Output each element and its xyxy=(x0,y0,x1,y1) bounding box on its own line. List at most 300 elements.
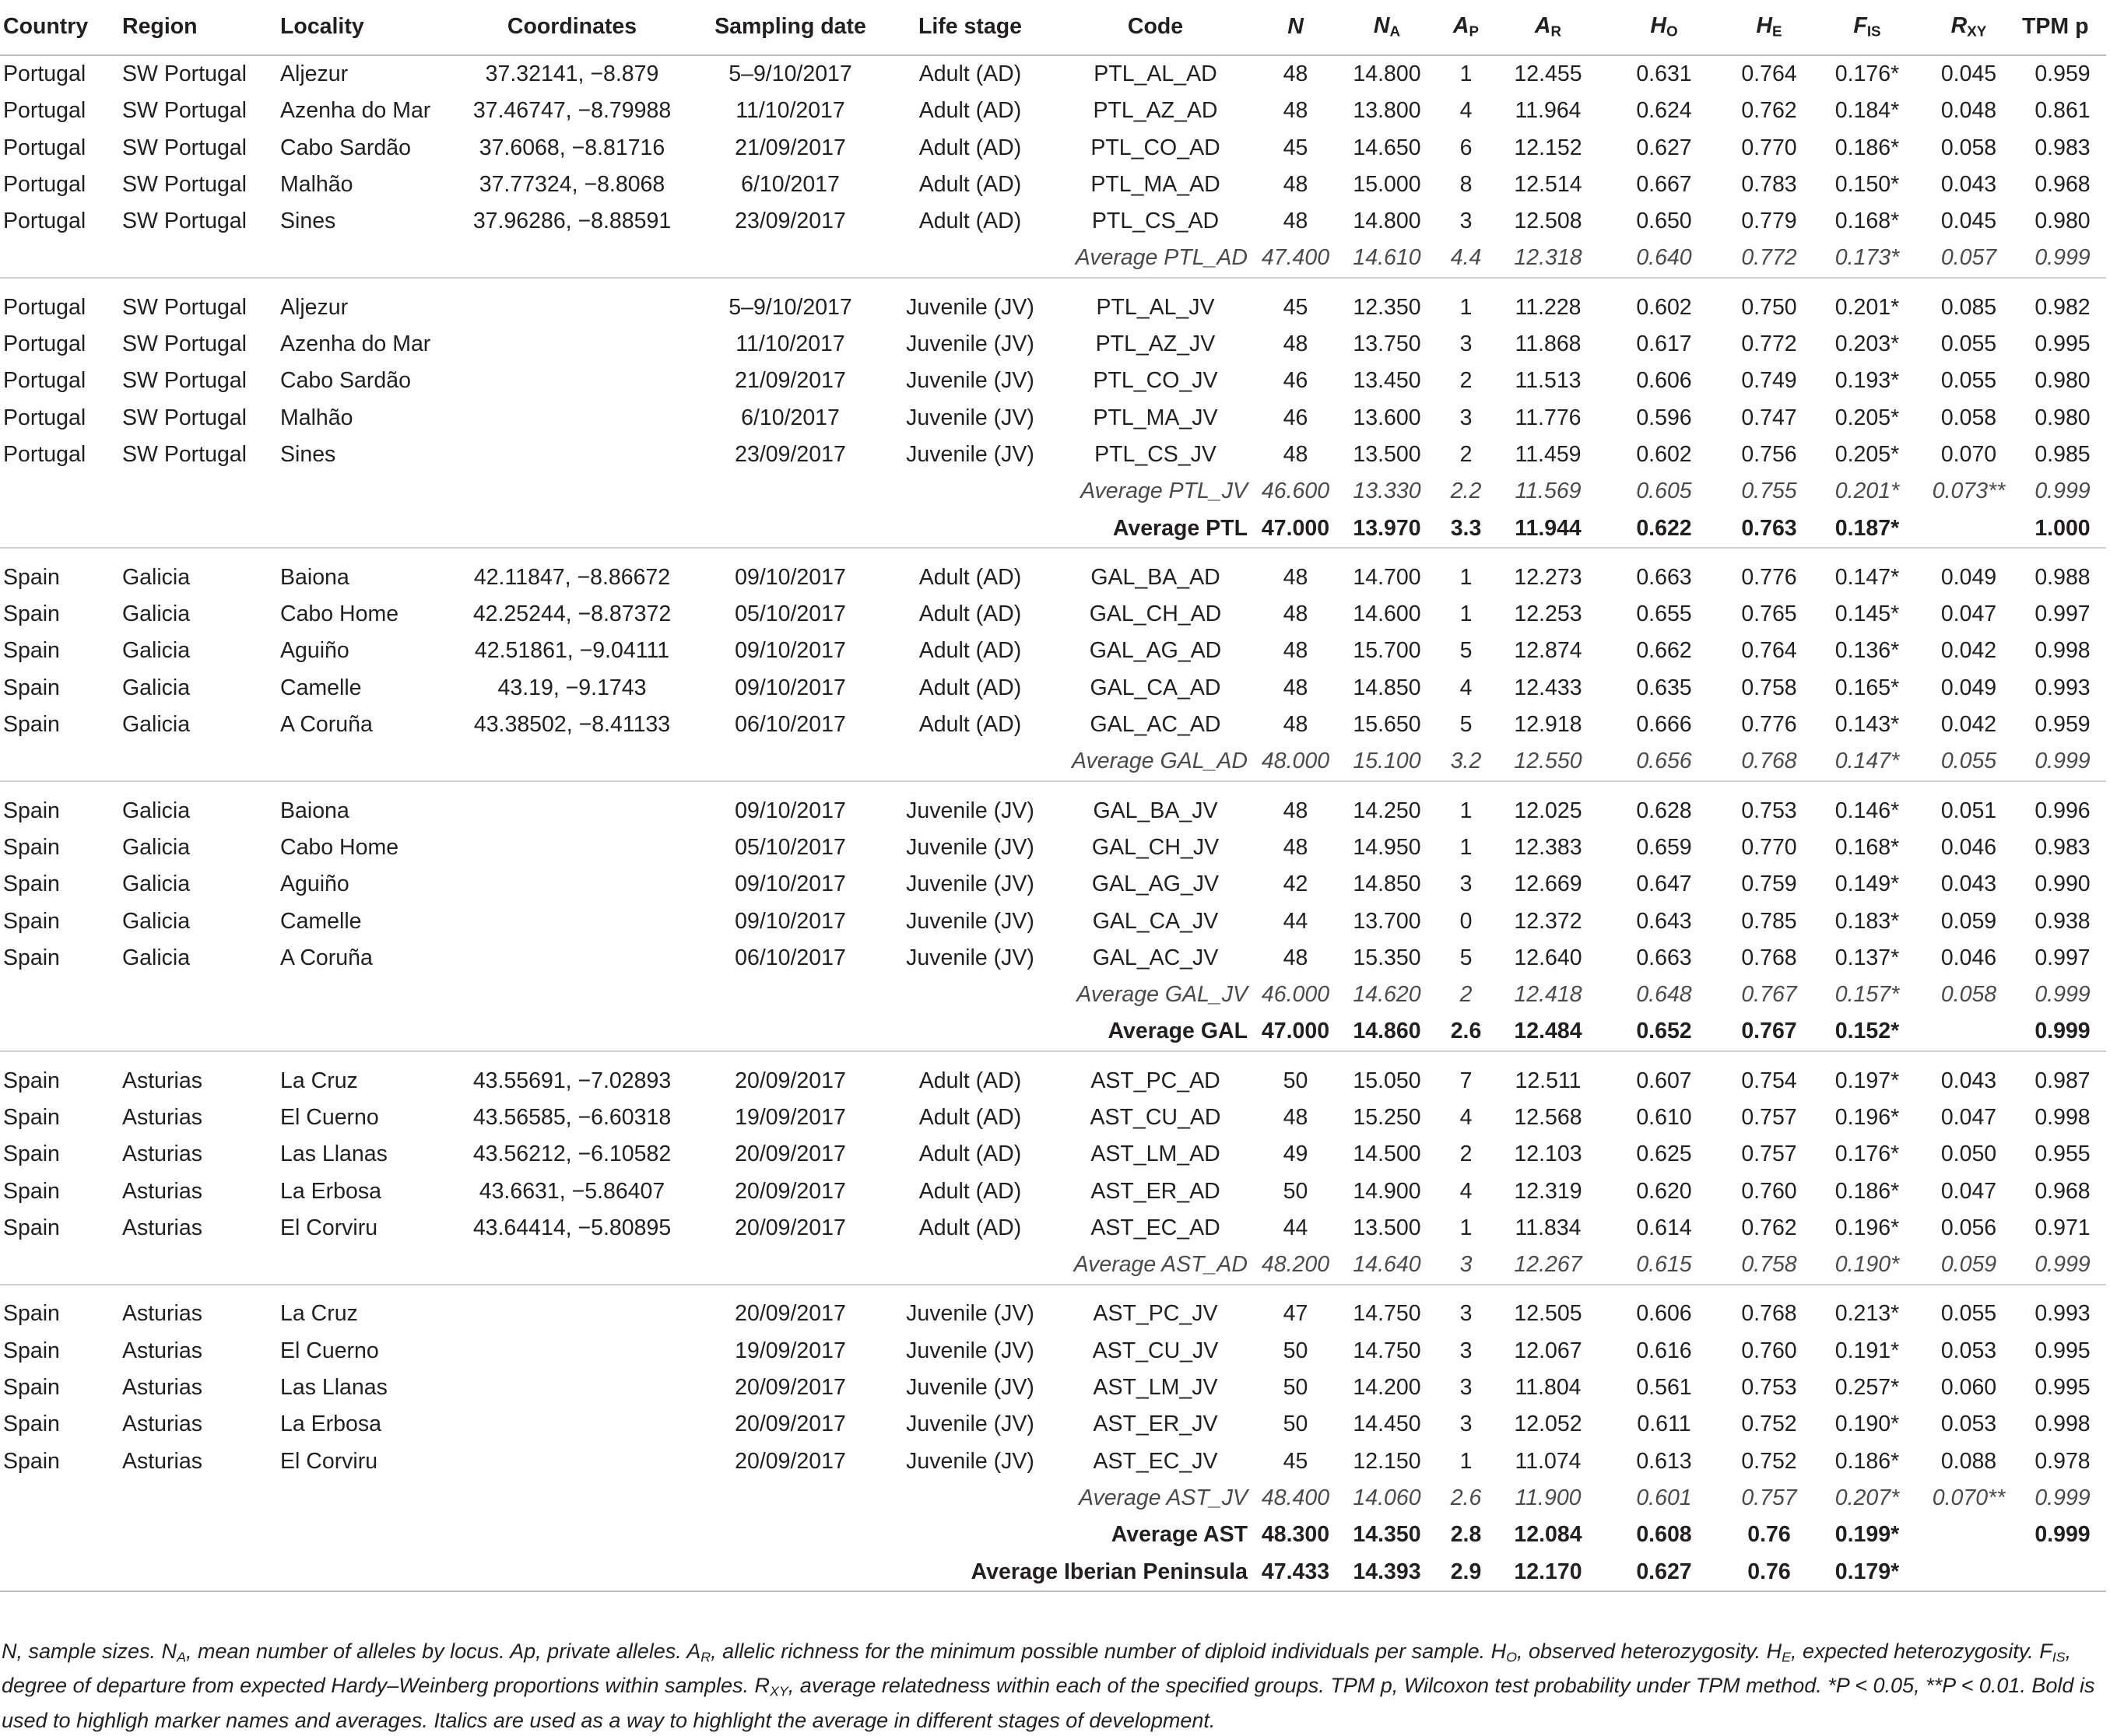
cell-rxy: 0.055 xyxy=(1940,331,1997,357)
cell-rxy: 0.042 xyxy=(1940,638,1997,664)
cell-rxy: 0.057 xyxy=(1940,245,1997,271)
cell-fis: 0.196* xyxy=(1834,1215,1900,1240)
cell-ap: 4 xyxy=(1459,98,1473,124)
summary-row xyxy=(0,1517,2106,1553)
cell-ap: 6 xyxy=(1459,135,1473,160)
cell-ar: 11.074 xyxy=(1515,1448,1582,1474)
cell-rxy: 0.088 xyxy=(1940,1448,1997,1474)
cell-country: Spain xyxy=(3,1178,60,1204)
cell-rxy: 0.070 xyxy=(1940,441,1997,467)
cell-region: SW Portugal xyxy=(122,441,247,467)
header-he-main: H xyxy=(1756,13,1773,39)
cell-ar: 12.372 xyxy=(1514,908,1582,934)
summary-row xyxy=(0,1013,2106,1050)
cell-tpm: 0.995 xyxy=(2035,1375,2091,1401)
cell-ho: 0.663 xyxy=(1636,945,1692,970)
cell-locality: Baiona xyxy=(280,564,349,590)
cell-ho: 0.655 xyxy=(1636,601,1692,627)
cell-na: 15.000 xyxy=(1353,171,1421,197)
divider-line xyxy=(0,1051,2106,1063)
cell-coordinates xyxy=(451,1296,693,1333)
summary-row xyxy=(0,510,2106,548)
cell-country: Portugal xyxy=(3,171,86,197)
group-divider xyxy=(0,781,2106,793)
header-code: Code xyxy=(1052,0,1259,55)
cell-he: 0.754 xyxy=(1741,1068,1797,1093)
cell-ap: 2 xyxy=(1459,1142,1473,1167)
cell-rxy xyxy=(1919,510,2019,548)
cell-locality: Las Llanas xyxy=(280,1142,388,1167)
cell-he: 0.779 xyxy=(1741,209,1797,234)
table-row xyxy=(0,1443,2106,1480)
cell-stage: Adult (AD) xyxy=(918,675,1022,700)
cell-tpm: 0.985 xyxy=(2035,441,2091,467)
header-coordinates: Coordinates xyxy=(451,0,693,55)
cell-ho: 0.620 xyxy=(1636,1178,1692,1204)
cell-coordinates: 42.25244, −8.87372 xyxy=(472,601,672,627)
footnote-sub-2: R xyxy=(700,1649,711,1665)
cell-n: 48 xyxy=(1283,675,1308,700)
cell-region: SW Portugal xyxy=(122,171,247,197)
cell-region: Galicia xyxy=(122,872,191,897)
table-row xyxy=(0,903,2106,940)
cell-date: 23/09/2017 xyxy=(735,441,846,467)
cell-fis: 0.176* xyxy=(1834,61,1900,86)
average-label: Average Iberian Peninsula xyxy=(0,1554,1259,1591)
cell-ap: 1 xyxy=(1459,834,1473,860)
cell-country: Spain xyxy=(3,908,60,934)
cell-he: 0.772 xyxy=(1741,331,1797,357)
cell-ar: 12.511 xyxy=(1515,1068,1582,1093)
header-rxy-sub: XY xyxy=(1967,23,1987,40)
cell-region: Asturias xyxy=(122,1068,202,1093)
cell-stage: Adult (AD) xyxy=(918,564,1022,590)
cell-region: Asturias xyxy=(122,1375,202,1401)
table-row xyxy=(0,940,2106,977)
cell-region: SW Portugal xyxy=(122,331,247,357)
cell-ap: 3 xyxy=(1459,1301,1473,1327)
cell-stage: Adult (AD) xyxy=(918,601,1022,627)
cell-locality: Malhão xyxy=(280,405,353,430)
cell-n: 42 xyxy=(1283,872,1308,897)
cell-locality: El Cuerno xyxy=(280,1338,379,1363)
cell-region: Galicia xyxy=(122,638,191,664)
average-label: Average PTL_JV xyxy=(1080,479,1248,504)
cell-locality: A Coruña xyxy=(280,712,373,738)
cell-region: SW Portugal xyxy=(122,98,247,124)
cell-code: AST_CU_AD xyxy=(1090,1104,1221,1130)
cell-he: 0.758 xyxy=(1741,675,1797,700)
cell-code: AST_ER_AD xyxy=(1090,1178,1220,1204)
cell-na: 13.500 xyxy=(1353,1215,1421,1240)
cell-ho: 0.656 xyxy=(1636,749,1692,774)
cell-ho: 0.602 xyxy=(1636,294,1692,320)
cell-rxy: 0.049 xyxy=(1940,675,1997,700)
cell-tpm: 1.000 xyxy=(2035,515,2091,541)
cell-code: AST_LM_AD xyxy=(1090,1142,1220,1167)
footnote-text-2: , mean number of alleles by locus. Ap, private alleles. A xyxy=(185,1640,701,1663)
cell-n: 50 xyxy=(1283,1338,1308,1363)
cell-tpm: 0.990 xyxy=(2035,872,2091,897)
cell-fis: 0.186* xyxy=(1834,1178,1900,1204)
cell-code: AST_LM_JV xyxy=(1093,1375,1218,1401)
cell-locality: Azenha do Mar xyxy=(280,98,431,124)
cell-ap: 1 xyxy=(1459,1448,1473,1474)
cell-ap: 1 xyxy=(1459,601,1473,627)
cell-n: 50 xyxy=(1283,1178,1308,1204)
cell-na: 14.500 xyxy=(1353,1142,1421,1167)
cell-fis: 0.197* xyxy=(1834,1068,1900,1093)
cell-na: 14.800 xyxy=(1353,209,1421,234)
header-row xyxy=(0,0,2106,55)
cell-country: Spain xyxy=(3,1375,60,1401)
cell-ap: 3 xyxy=(1459,872,1473,897)
cell-he: 0.758 xyxy=(1741,1252,1797,1278)
cell-locality: Las Llanas xyxy=(280,1375,388,1401)
cell-country: Spain xyxy=(3,872,60,897)
cell-n: 50 xyxy=(1283,1412,1308,1437)
cell-fis: 0.191* xyxy=(1834,1338,1900,1363)
cell-date: 5–9/10/2017 xyxy=(728,61,852,86)
cell-n: 47.000 xyxy=(1261,515,1330,541)
cell-code: GAL_BA_JV xyxy=(1093,798,1218,823)
cell-rxy: 0.047 xyxy=(1940,1104,1997,1130)
cell-country: Portugal xyxy=(3,294,86,320)
cell-na: 15.050 xyxy=(1353,1068,1421,1093)
cell-ap: 3.3 xyxy=(1450,515,1482,541)
header-na xyxy=(1332,0,1441,55)
cell-fis: 0.193* xyxy=(1834,368,1900,394)
table-row xyxy=(0,866,2106,903)
cell-country: Portugal xyxy=(3,61,86,86)
cell-stage: Juvenile (JV) xyxy=(906,798,1034,823)
cell-n: 50 xyxy=(1283,1375,1308,1401)
cell-n: 48 xyxy=(1283,209,1308,234)
cell-he: 0.762 xyxy=(1741,98,1797,124)
cell-he: 0.759 xyxy=(1741,872,1797,897)
cell-he: 0.762 xyxy=(1741,1215,1797,1240)
divider-line xyxy=(0,1285,2106,1296)
cell-locality: El Corviru xyxy=(280,1215,378,1240)
header-ho-main: H xyxy=(1650,13,1666,39)
cell-locality: Cabo Home xyxy=(280,601,399,627)
cell-coordinates: 37.77324, −8.8068 xyxy=(479,171,665,197)
average-label: Average AST_AD xyxy=(1073,1252,1248,1278)
cell-rxy: 0.051 xyxy=(1940,798,1997,823)
cell-region: Galicia xyxy=(122,675,191,700)
cell-rxy: 0.053 xyxy=(1940,1338,1997,1363)
cell-tpm: 0.983 xyxy=(2035,135,2091,160)
cell-fis: 0.168* xyxy=(1834,209,1900,234)
cell-he: 0.757 xyxy=(1741,1104,1797,1130)
cell-country: Spain xyxy=(3,1448,60,1474)
cell-stage: Juvenile (JV) xyxy=(906,1412,1034,1437)
cell-ho: 0.627 xyxy=(1636,135,1692,160)
cell-ho: 0.614 xyxy=(1636,1215,1692,1240)
cell-fis: 0.184* xyxy=(1834,98,1900,124)
cell-code: PTL_AL_JV xyxy=(1096,294,1215,320)
cell-rxy: 0.058 xyxy=(1940,405,1997,430)
cell-na: 14.250 xyxy=(1353,798,1421,823)
cell-code: GAL_CH_JV xyxy=(1091,834,1220,860)
cell-ap: 1 xyxy=(1459,798,1473,823)
cell-na: 13.970 xyxy=(1353,515,1421,541)
cell-he: 0.776 xyxy=(1741,712,1797,738)
cell-na: 14.850 xyxy=(1353,675,1421,700)
header-life-stage: Life stage xyxy=(888,0,1052,55)
cell-tpm: 0.998 xyxy=(2035,638,2091,664)
cell-he: 0.749 xyxy=(1741,368,1797,394)
cell-locality: A Coruña xyxy=(280,945,373,970)
footnote-text-1: N, sample sizes. N xyxy=(2,1640,177,1663)
cell-ho: 0.635 xyxy=(1636,675,1692,700)
cell-coordinates: 37.96286, −8.88591 xyxy=(472,209,672,234)
cell-n: 48 xyxy=(1283,441,1308,467)
cell-ap: 3 xyxy=(1459,1375,1473,1401)
cell-ho: 0.631 xyxy=(1636,61,1692,86)
cell-stage: Juvenile (JV) xyxy=(906,405,1034,430)
cell-rxy: 0.073** xyxy=(1932,479,2006,504)
footnote-sub-1: A xyxy=(177,1649,186,1665)
divider-line xyxy=(0,781,2106,793)
divider-line xyxy=(0,278,2106,289)
cell-na: 14.650 xyxy=(1353,135,1421,160)
cell-stage: Juvenile (JV) xyxy=(906,834,1034,860)
cell-stage: Juvenile (JV) xyxy=(906,1448,1034,1474)
cell-he: 0.753 xyxy=(1741,1375,1797,1401)
cell-fis: 0.205* xyxy=(1834,405,1900,430)
cell-region: SW Portugal xyxy=(122,209,247,234)
cell-coordinates: 42.51861, −9.04111 xyxy=(474,638,670,664)
header-ap-main: A xyxy=(1452,13,1469,39)
cell-ap: 0 xyxy=(1459,908,1473,934)
cell-stage: Juvenile (JV) xyxy=(906,872,1034,897)
cell-fis: 0.143* xyxy=(1834,712,1900,738)
cell-code: GAL_CA_AD xyxy=(1090,675,1221,700)
cell-ho: 0.607 xyxy=(1636,1068,1692,1093)
cell-coordinates xyxy=(451,326,693,363)
table-row xyxy=(0,1099,2106,1136)
cell-locality: La Cruz xyxy=(280,1301,358,1327)
cell-ar: 11.513 xyxy=(1515,368,1582,394)
cell-country: Spain xyxy=(3,1338,60,1363)
cell-n: 47.000 xyxy=(1261,1019,1330,1044)
cell-ar: 12.568 xyxy=(1514,1104,1582,1130)
cell-coordinates: 37.32141, −8.879 xyxy=(485,61,659,86)
cell-he: 0.764 xyxy=(1741,638,1797,664)
cell-stage: Adult (AD) xyxy=(918,1142,1022,1167)
cell-tpm: 0.999 xyxy=(2035,479,2091,504)
cell-tpm: 0.938 xyxy=(2035,908,2091,934)
cell-fis: 0.149* xyxy=(1834,872,1900,897)
cell-na: 14.860 xyxy=(1353,1019,1421,1044)
stage-average-row xyxy=(0,1247,2106,1284)
header-ap-sub: P xyxy=(1469,23,1480,40)
cell-locality: Aljezur xyxy=(280,61,349,86)
cell-fis: 0.179* xyxy=(1816,1554,1919,1591)
footnote-sub-6: XY xyxy=(770,1683,788,1699)
cell-code: GAL_BA_AD xyxy=(1090,564,1220,590)
cell-date: 20/09/2017 xyxy=(735,1375,846,1401)
cell-date: 09/10/2017 xyxy=(735,675,846,700)
table-row xyxy=(0,633,2106,669)
cell-ap: 2 xyxy=(1459,441,1473,467)
cell-locality: Azenha do Mar xyxy=(280,331,431,357)
cell-region: Asturias xyxy=(122,1142,202,1167)
cell-stage: Juvenile (JV) xyxy=(906,1301,1034,1327)
cell-ap: 1 xyxy=(1459,564,1473,590)
cell-coordinates: 43.55691, −7.02893 xyxy=(472,1068,672,1093)
cell-locality: Aguiño xyxy=(280,638,349,664)
header-ap xyxy=(1441,0,1490,55)
table-row xyxy=(0,1333,2106,1370)
cell-na: 14.640 xyxy=(1353,1252,1421,1278)
cell-na: 13.500 xyxy=(1353,441,1421,467)
cell-he: 0.767 xyxy=(1741,1019,1797,1044)
cell-tpm xyxy=(2019,1554,2106,1591)
cell-n: 48 xyxy=(1283,564,1308,590)
cell-country: Portugal xyxy=(3,209,86,234)
cell-na: 14.800 xyxy=(1353,61,1421,86)
cell-ar: 12.025 xyxy=(1514,798,1582,823)
cell-tpm: 0.980 xyxy=(2035,209,2091,234)
cell-ho: 0.640 xyxy=(1636,245,1692,271)
cell-ar: 11.964 xyxy=(1515,98,1582,124)
cell-region: SW Portugal xyxy=(122,61,247,86)
cell-he: 0.763 xyxy=(1741,515,1797,541)
cell-he: 0.785 xyxy=(1741,908,1797,934)
cell-tpm: 0.983 xyxy=(2035,834,2091,860)
cell-locality: Aguiño xyxy=(280,872,349,897)
header-ar-main: A xyxy=(1534,13,1551,39)
stage-average-row xyxy=(0,240,2106,277)
cell-region: Galicia xyxy=(122,601,191,627)
cell-rxy: 0.070** xyxy=(1932,1485,2006,1510)
cell-na: 15.700 xyxy=(1353,638,1421,664)
cell-date: 05/10/2017 xyxy=(735,834,846,860)
cell-ar: 12.669 xyxy=(1514,872,1582,897)
footnote-text-3: , allelic richness for the minimum possible number of diploid individuals per sample. H xyxy=(711,1640,1507,1663)
cell-fis: 0.203* xyxy=(1834,331,1900,357)
cell-code: GAL_CA_JV xyxy=(1092,908,1219,934)
cell-date: 21/09/2017 xyxy=(735,135,846,160)
cell-tpm: 0.999 xyxy=(2035,1019,2091,1044)
cell-ar: 12.505 xyxy=(1514,1301,1582,1327)
cell-tpm: 0.980 xyxy=(2035,368,2091,394)
cell-na: 14.700 xyxy=(1353,564,1421,590)
cell-he: 0.747 xyxy=(1741,405,1797,430)
cell-he: 0.768 xyxy=(1741,749,1797,774)
cell-date: 6/10/2017 xyxy=(741,405,840,430)
average-label: Average GAL xyxy=(1108,1019,1248,1044)
cell-country: Portugal xyxy=(3,405,86,430)
cell-date: 20/09/2017 xyxy=(735,1412,846,1437)
cell-locality: La Erbosa xyxy=(280,1412,381,1437)
table-row xyxy=(0,93,2106,129)
cell-stage: Juvenile (JV) xyxy=(906,1375,1034,1401)
cell-na: 12.350 xyxy=(1353,294,1421,320)
cell-code: PTL_CO_AD xyxy=(1090,135,1220,160)
cell-he: 0.765 xyxy=(1741,601,1797,627)
cell-coordinates xyxy=(451,289,693,326)
cell-tpm: 0.993 xyxy=(2035,675,2091,700)
cell-n: 45 xyxy=(1283,1448,1308,1474)
cell-locality: Cabo Sardão xyxy=(280,135,411,160)
cell-tpm: 0.997 xyxy=(2035,945,2091,970)
cell-fis: 0.186* xyxy=(1834,135,1900,160)
cell-fis: 0.165* xyxy=(1834,675,1900,700)
cell-ho: 0.605 xyxy=(1636,479,1692,504)
cell-stage: Adult (AD) xyxy=(918,712,1022,738)
cell-stage: Adult (AD) xyxy=(918,1068,1022,1093)
cell-n: 48 xyxy=(1283,834,1308,860)
cell-n: 48 xyxy=(1283,601,1308,627)
cell-fis: 0.173* xyxy=(1834,245,1900,271)
average-label: Average PTL_AD xyxy=(1075,245,1248,271)
cell-date: 20/09/2017 xyxy=(735,1142,846,1167)
cell-he: 0.757 xyxy=(1741,1485,1797,1510)
cell-region: Galicia xyxy=(122,834,191,860)
table-row xyxy=(0,1063,2106,1099)
cell-ho: 0.662 xyxy=(1636,638,1692,664)
cell-locality: Camelle xyxy=(280,908,362,934)
cell-n: 48.200 xyxy=(1261,1252,1330,1278)
cell-na: 14.200 xyxy=(1353,1375,1421,1401)
cell-code: PTL_AZ_JV xyxy=(1095,331,1216,357)
cell-ar: 11.804 xyxy=(1515,1375,1582,1401)
cell-na: 13.600 xyxy=(1353,405,1421,430)
cell-coordinates: 43.6631, −5.86407 xyxy=(479,1178,665,1204)
cell-rxy: 0.058 xyxy=(1940,135,1997,160)
cell-ho: 0.663 xyxy=(1636,564,1692,590)
cell-coordinates xyxy=(451,829,693,866)
cell-tpm: 0.995 xyxy=(2035,1338,2091,1363)
cell-country: Spain xyxy=(3,1215,60,1240)
table-row xyxy=(0,670,2106,707)
cell-coordinates xyxy=(451,793,693,829)
cell-rxy xyxy=(1919,1013,2019,1050)
cell-na: 14.620 xyxy=(1353,982,1421,1008)
cell-he: 0.770 xyxy=(1741,834,1797,860)
cell-coordinates xyxy=(451,866,693,903)
cell-tpm: 0.971 xyxy=(2035,1215,2091,1240)
cell-region: Asturias xyxy=(122,1178,202,1204)
table-row xyxy=(0,1173,2106,1210)
cell-coordinates xyxy=(451,1443,693,1480)
cell-stage: Adult (AD) xyxy=(918,135,1022,160)
cell-ap: 4 xyxy=(1459,1178,1473,1204)
cell-ho: 0.625 xyxy=(1636,1142,1692,1167)
cell-stage: Adult (AD) xyxy=(918,209,1022,234)
cell-fis: 0.201* xyxy=(1834,479,1900,504)
cell-code: PTL_AZ_AD xyxy=(1093,98,1218,124)
cell-date: 09/10/2017 xyxy=(735,638,846,664)
cell-fis: 0.190* xyxy=(1834,1252,1900,1278)
table-row xyxy=(0,55,2106,93)
cell-code: PTL_CO_JV xyxy=(1093,368,1218,394)
cell-date: 20/09/2017 xyxy=(735,1068,846,1093)
stage-average-row xyxy=(0,977,2106,1013)
cell-country: Portugal xyxy=(3,441,86,467)
cell-he: 0.76 xyxy=(1747,1522,1791,1548)
cell-rxy: 0.060 xyxy=(1940,1375,1997,1401)
cell-rxy: 0.047 xyxy=(1940,601,1997,627)
cell-ar: 12.918 xyxy=(1514,712,1582,738)
cell-code: GAL_AG_JV xyxy=(1091,872,1220,897)
average-label: Average GAL_AD xyxy=(1071,749,1248,774)
cell-date: 23/09/2017 xyxy=(735,209,846,234)
cell-rxy: 0.047 xyxy=(1940,1178,1997,1204)
